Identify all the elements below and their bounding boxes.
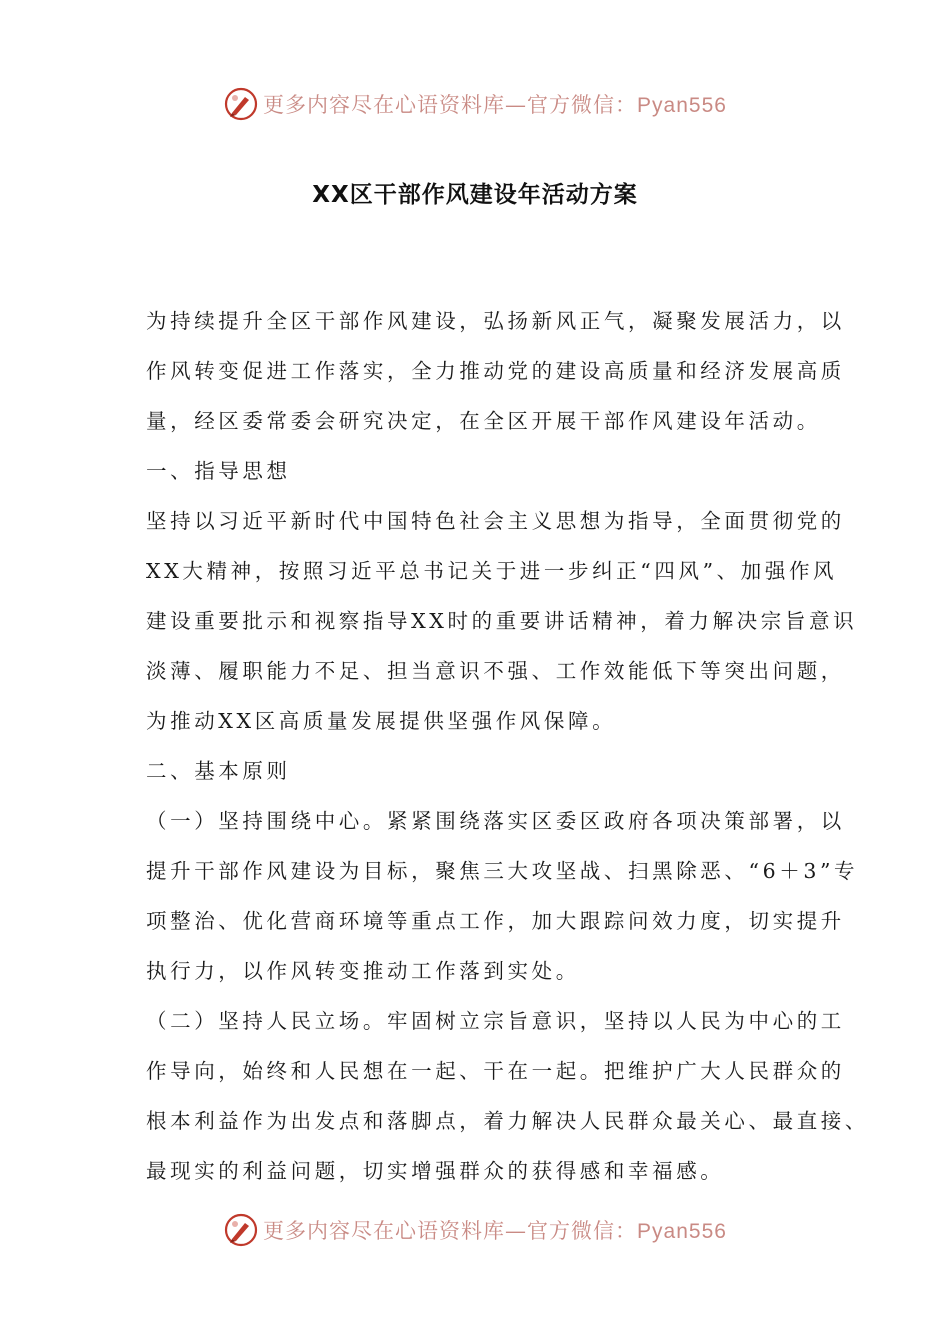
paragraph-line: 坚持以习近平新时代中国特色社会主义思想为指导，全面贯彻党的 <box>146 509 845 533</box>
paragraph-line: 最现实的利益问题，切实增强群众的获得感和幸福感。 <box>146 1159 725 1183</box>
header-wechat-id: Pyan556 <box>637 94 727 117</box>
paragraph-line: 淡薄、履职能力不足、担当意识不强、工作效能低下等突出问题， <box>146 659 845 683</box>
paragraph-line: （二）坚持人民立场。牢固树立宗旨意识，坚持以人民为中心的工 <box>146 1009 845 1033</box>
section-heading: 一、指导思想 <box>146 459 291 483</box>
header-banner-text: 更多内容尽在心语资料库—官方微信：Pyan556 <box>263 93 727 117</box>
paragraph-line: 为持续提升全区干部作风建设，弘扬新风正气，凝聚发展活力，以 <box>146 309 845 333</box>
header-banner <box>0 82 950 126</box>
section-heading: 二、基本原则 <box>146 759 291 783</box>
paragraph-line: （一）坚持围绕中心。紧紧围绕落实区委区政府各项决策部署，以 <box>146 809 845 833</box>
footer-wechat-id: Pyan556 <box>637 1220 727 1243</box>
paragraph-line: 根本利益作为出发点和落脚点，着力解决人民群众最关心、最直接、 <box>146 1109 869 1133</box>
paragraph-line: 建设重要批示和视察指导XX时的重要讲话精神，着力解决宗旨意识 <box>146 609 858 633</box>
paragraph-line: XX大精神，按照习近平总书记关于进一步纠正“四风”、加强作风 <box>146 559 838 583</box>
paragraph-line: 提升干部作风建设为目标，聚焦三大攻坚战、扫黑除恶、“6＋3”专 <box>146 859 859 883</box>
pen-logo-icon <box>223 86 259 122</box>
paragraph-line: 项整治、优化营商环境等重点工作，加大跟踪问效力度，切实提升 <box>146 909 845 933</box>
footer-banner <box>0 1208 950 1252</box>
document-title: XX区干部作风建设年活动方案 <box>312 182 638 208</box>
pen-logo-icon <box>223 1212 259 1248</box>
document-body <box>146 296 869 1196</box>
footer-banner-text: 更多内容尽在心语资料库—官方微信：Pyan556 <box>263 1219 727 1243</box>
paragraph-line: 执行力，以作风转变推动工作落到实处。 <box>146 959 580 983</box>
paragraph-line: 量，经区委常委会研究决定，在全区开展干部作风建设年活动。 <box>146 409 821 433</box>
paragraph-line: 作风转变促进工作落实，全力推动党的建设高质量和经济发展高质 <box>146 359 845 383</box>
paragraph-line: 作导向，始终和人民想在一起、干在一起。把维护广大人民群众的 <box>146 1059 845 1083</box>
paragraph-line: 为推动XX区高质量发展提供坚强作风保障。 <box>146 709 617 733</box>
